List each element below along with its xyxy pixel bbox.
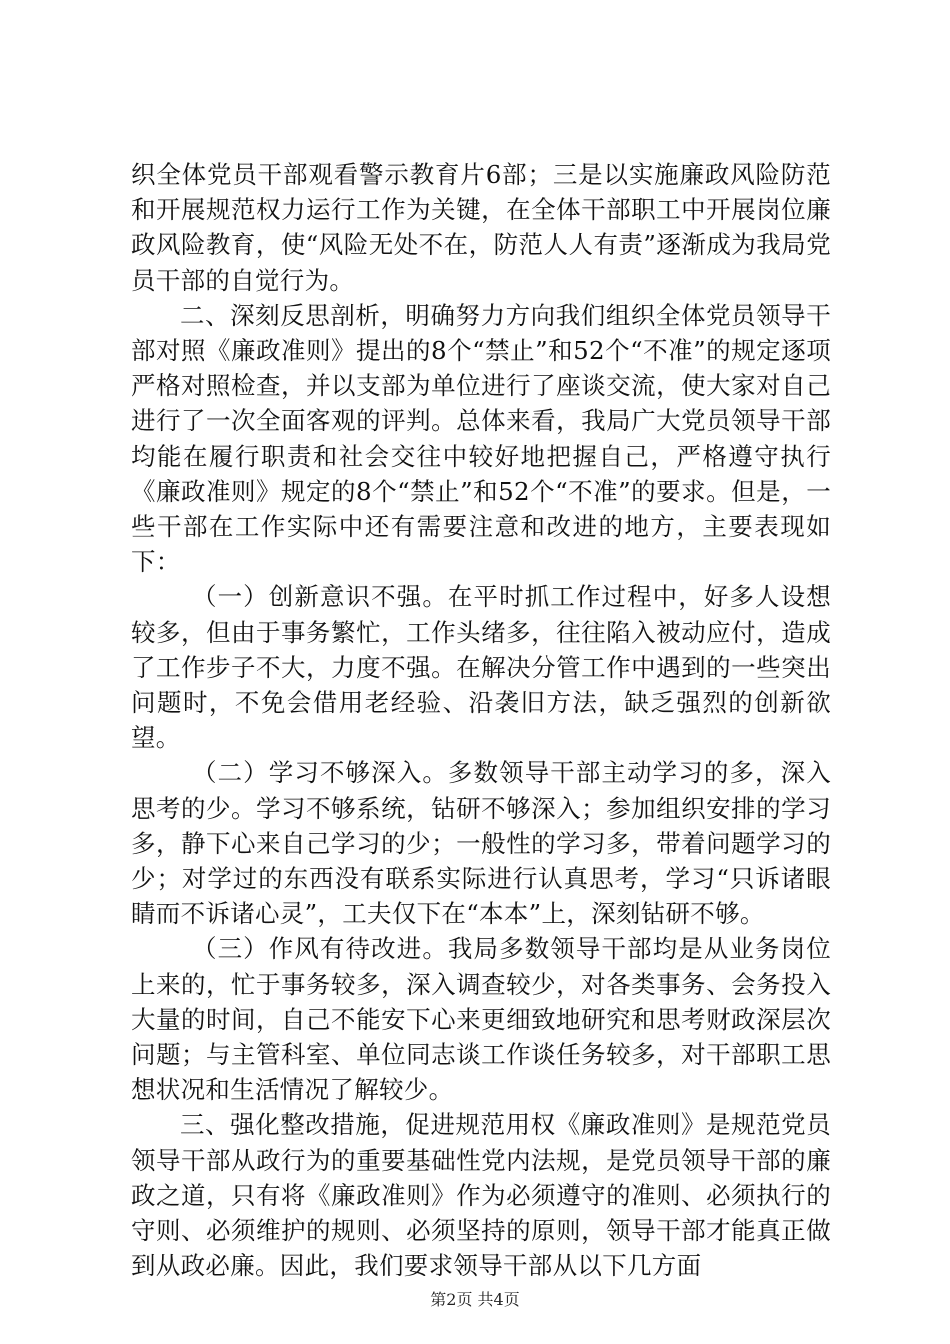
paragraph-section-three: 三、强化整改措施，促进规范用权《廉政准则》是规范党员领导干部从政行为的重要基础性党内法规，是党员领导干部的廉政之道，只有将《廉政准则》作为必须遵守的准则、必须执行的守则、必须维护的规则、必须坚持的原则，领导干部才能真正做到从政必廉。因此，我们要求领导干部从以下几方面 [131, 1110, 831, 1281]
paragraph-item-three: （三）作风有待改进。我局多数领导干部均是从业务岗位上来的，忙于事务较多，深入调查较少，对各类事务、会务投入大量的时间，自己不能安下心来更细致地研究和思考财政深层次问题；与主管科室、单位同志谈工作谈任务较多，对干部职工思想状况和生活情况了解较少。 [131, 934, 831, 1105]
paragraph-continuation: 织全体党员干部观看警示教育片6部；三是以实施廉政风险防范和开展规范权力运行工作为关键，在全体干部职工中开展岗位廉政风险教育，使“风险无处不在，防范人人有责”逐渐成为我局党员干部的自觉行为。 [131, 160, 832, 295]
paragraph-item-two: （二）学习不够深入。多数领导干部主动学习的多，深入思考的少。学习不够系统，钻研不够深入；参加组织安排的学习多，静下心来自己学习的少；一般性的学习多，带着问题学习的少；对学过的东西没有联系实际进行认真思考，学习“只诉诸眼睛而不诉诸心灵”，工夫仅下在“本本”上，深刻钻研不够。 [131, 758, 831, 929]
document-body [131, 157, 831, 1284]
paragraph-item-one: （一）创新意识不强。在平时抓工作过程中，好多人设想较多，但由于事务繁忙，工作头绪多，往往陷入被动应付，造成了工作步子不大，力度不强。在解决分管工作中遇到的一些突出问题时，不免会借用老经验、沿袭旧方法，缺乏强烈的创新欲望。 [131, 582, 831, 753]
page-footer: 第2页 共4页 [430, 1290, 520, 1309]
paragraph-section-two: 二、深刻反思剖析，明确努力方向我们组织全体党员领导干部对照《廉政准则》提出的8个“禁止”和52个“不准”的规定逐项严格对照检查，并以支部为单位进行了座谈交流，使大家对自己进行了一次全面客观的评判。总体来看，我局广大党员领导干部均能在履行职责和社会交往中较好地把握自己，严格遵守执行《廉政准则》规定的8个“禁止”和52个“不准”的要求。但是，一些干部在工作实际中还有需要注意和改进的地方，主要表现如下： [131, 300, 831, 577]
